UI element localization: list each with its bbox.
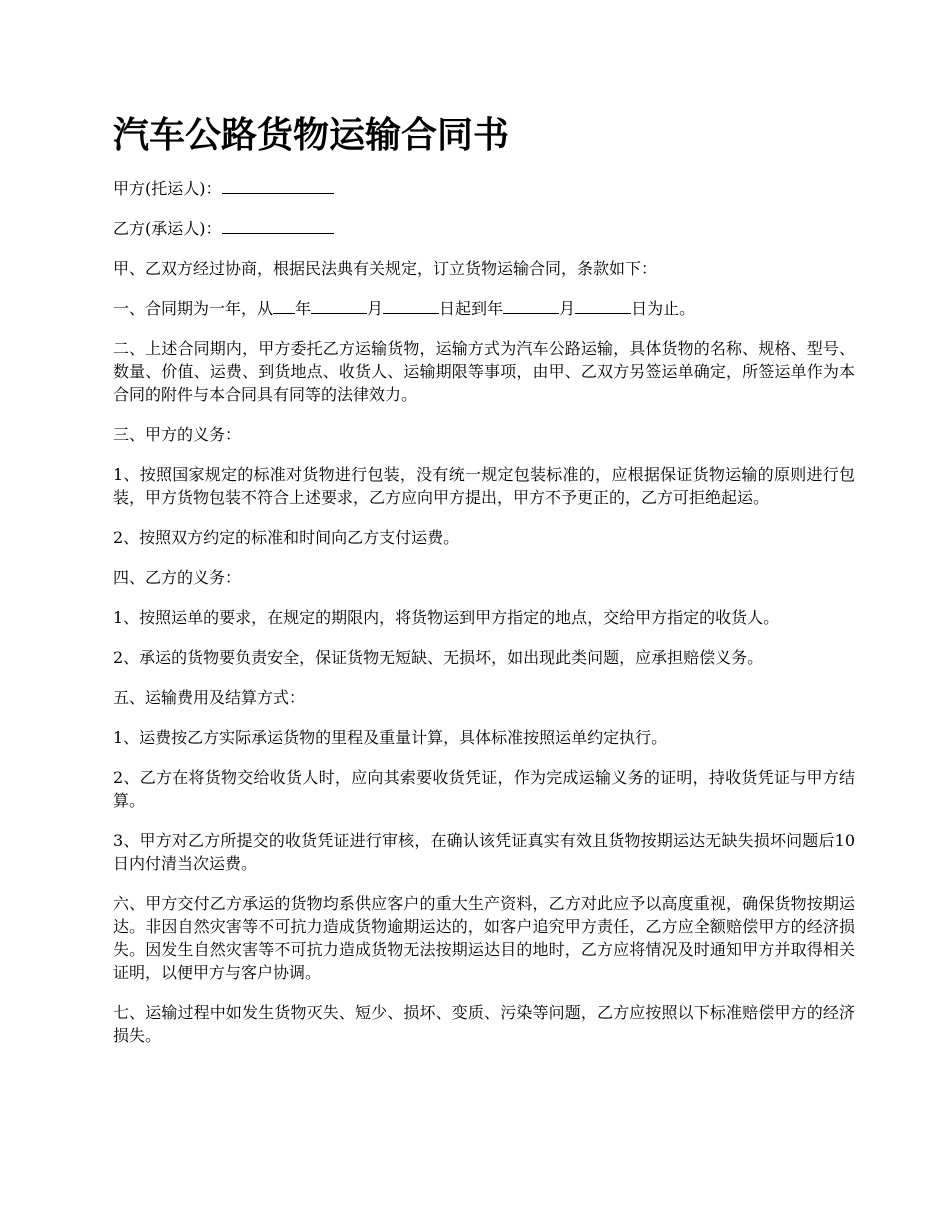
contract-page [113,108,855,1064]
clause-6: 六、甲方交付乙方承运的货物均系供应客户的重大生产资料，乙方对此应予以高度重视，确保货物按期运达。非因自然灾害等不可抗力造成货物逾期运达的，如客户追究甲方责任，乙方应全额赔偿甲方的经济损失。因发生自然灾害等不可抗力造成货物无法按期运达目的地时，乙方应将情况及时通知甲方并取得相关证明，以便甲方与客户协调。 [113,894,855,982]
document-title: 汽车公路货物运输合同书 [113,115,510,156]
term-year1: 年 [295,299,312,318]
clause-3-item-1: 1、按照国家规定的标准对货物进行包装，没有统一规定包装标准的，应根据保证货物运输的原则进行包装，甲方货物包装不符合上述要求，乙方应向甲方提出，甲方不予更正的，乙方可拒绝起运。 [113,465,855,507]
clause-4-item-2: 2、承运的货物要负责安全，保证货物无短缺、无损坏，如出现此类问题，应承担赔偿义务。 [113,648,764,667]
term-day2: 日为止。 [631,299,696,318]
clause-5-item-2: 2、乙方在将货物交给收货人时，应向其索要收货凭证，作为完成运输义务的证明，持收货凭证与甲方结算。 [113,768,855,810]
term-clause [113,297,855,320]
clause-4-item-1: 1、按照运单的要求，在规定的期限内，将货物运到甲方指定的地点，交给甲方指定的收货人。 [113,608,780,627]
party-a-blank [222,177,334,194]
clause-5-item-3: 3、甲方对乙方所提交的收货凭证进行审核，在确认该凭证真实有效且货物按期运达无缺失损坏问题后10日内付清当次运费。 [113,831,855,873]
clause-5-heading: 五、运输费用及结算方式： [113,688,306,707]
party-b-line [113,217,855,240]
term-month2: 月 [559,299,576,318]
term-day1: 日起到年 [439,299,504,318]
clause-3-heading: 三、甲方的义务： [113,425,242,444]
party-b-blank [222,217,334,234]
clause-4-heading: 四、乙方的义务： [113,568,242,587]
clause-3-item-2: 2、按照双方约定的标准和时间向乙方支付运费。 [113,528,460,547]
term-month1: 月 [367,299,384,318]
party-a-line [113,177,855,200]
day1-blank [383,297,439,314]
day2-blank [575,297,631,314]
clause-5-item-1: 1、运费按乙方实际承运货物的里程及重量计算，具体标准按照运单约定执行。 [113,728,668,747]
term-prefix: 一、合同期为一年，从 [113,299,274,318]
clause-2: 二、上述合同期内，甲方委托乙方运输货物，运输方式为汽车公路运输，具体货物的名称、规格、型号、数量、价值、运费、到货地点、收货人、运输期限等事项，由甲、乙双方另签运单确定，所签运单作为本合同的附件与本合同具有同等的法律效力。 [113,339,855,404]
year-blank [273,297,295,314]
clause-7: 七、运输过程中如发生货物灭失、短少、损坏、变质、污染等问题，乙方应按照以下标准赔偿甲方的经济损失。 [113,1003,855,1045]
party-a-label: 甲方(托运人)： [113,179,222,198]
intro-paragraph: 甲、乙双方经过协商，根据民法典有关规定，订立货物运输合同，条款如下： [113,259,658,278]
month1-blank [311,297,367,314]
month2-blank [503,297,559,314]
party-b-label: 乙方(承运人)： [113,219,222,238]
